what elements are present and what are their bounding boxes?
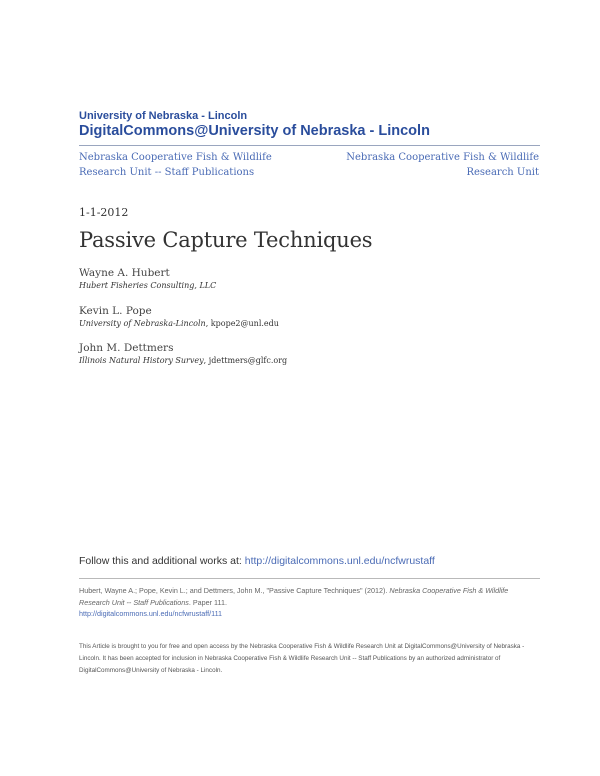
collection-link-left[interactable]: Nebraska Cooperative Fish & Wildlife Research Unit -- Staff Publications [79,152,272,178]
author-block [79,266,216,292]
follow-link[interactable]: http://digitalcommons.unl.edu/ncfwrustaff [244,555,435,567]
repository-link[interactable]: DigitalCommons@University of Nebraska - Lincoln [79,123,430,139]
citation-series: Nebraska Cooperative Fish & Wildlife Research Unit -- Staff Publications [79,586,509,607]
citation-paper: . Paper 111. [188,597,227,607]
footer-divider [79,578,540,579]
collection-link-right[interactable]: Nebraska Cooperative Fish & Wildlife Research Unit [346,152,539,178]
author-email[interactable]: , jdettmers@glfc.org [203,356,288,365]
author-name: John M. Dettmers [79,342,174,354]
access-notice: This Article is brought to you for free and open access by the Nebraska Cooperative Fish & Wildlife Research Unit at DigitalCommons@University of Nebraska - Lincoln. It has been accepted for inclusion in Nebraska Cooperative Fish & Wildlife Research Unit -- Staff Publications by an authorized administrator of DigitalCommons@University of Nebraska - Lincoln. [79,643,525,674]
citation [79,585,540,620]
author-block [79,341,287,367]
author-block [79,304,279,330]
author-affiliation [79,355,287,367]
author-affiliation [79,318,279,330]
author-name: Kevin L. Pope [79,305,152,317]
affiliation-institution: University of Nebraska-Lincoln [79,319,206,328]
affiliation-institution: Hubert Fisheries Consulting, LLC [79,281,217,290]
citation-link[interactable]: http://digitalcommons.unl.edu/ncfwrustaff/111 [79,609,223,618]
follow-text: Follow this and additional works at: [79,555,245,567]
author-name: Wayne A. Hubert [79,267,170,279]
author-affiliation [79,280,216,292]
article-title: Passive Capture Techniques [79,228,373,252]
citation-text: Hubert, Wayne A.; Pope, Kevin L.; and Dettmers, John M., "Passive Capture Techniques" (2012). [79,586,390,595]
author-email[interactable]: , kpope2@unl.edu [205,319,279,328]
header-divider [79,145,540,146]
follow-line [79,555,435,567]
affiliation-institution: Illinois Natural History Survey [79,356,204,365]
institution-link[interactable]: University of Nebraska - Lincoln [79,110,248,122]
publication-date: 1-1-2012 [79,206,129,219]
